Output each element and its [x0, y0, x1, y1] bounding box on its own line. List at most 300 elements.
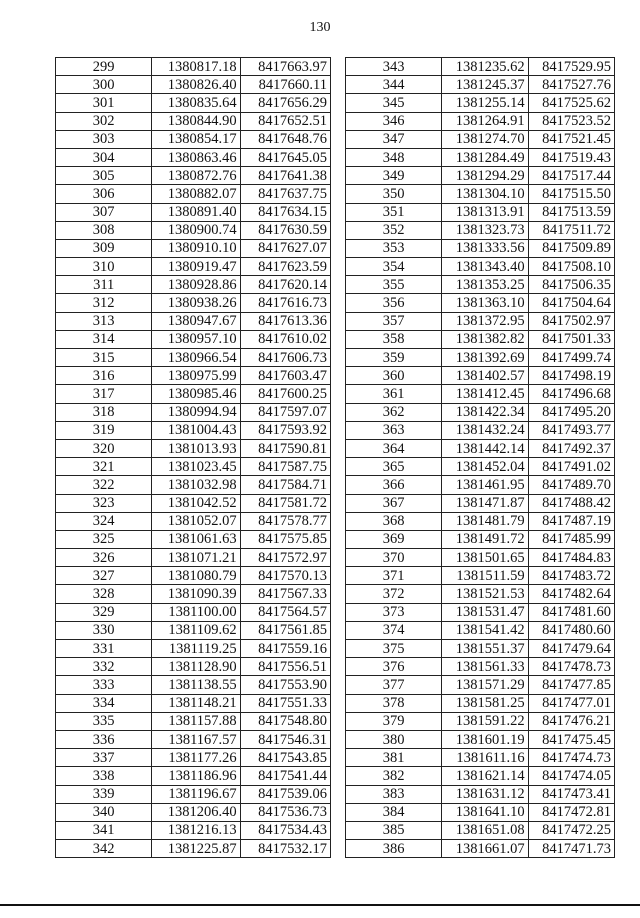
x-coordinate-cell: 1381128.90	[152, 658, 240, 676]
table-row	[346, 221, 615, 239]
point-number-cell: 316	[56, 367, 152, 385]
point-number-cell: 321	[56, 458, 152, 476]
point-number-cell: 358	[346, 330, 442, 348]
x-coordinate-cell: 1381284.49	[442, 148, 528, 166]
point-number-cell: 385	[346, 821, 442, 839]
x-coordinate-cell: 1381491.72	[442, 530, 528, 548]
point-number-cell: 360	[346, 367, 442, 385]
x-coordinate-cell: 1380994.94	[152, 403, 240, 421]
table-row	[56, 276, 331, 294]
x-coordinate-cell: 1381412.45	[442, 385, 528, 403]
x-coordinate-cell: 1381461.95	[442, 476, 528, 494]
table-row	[346, 76, 615, 94]
table-row	[56, 94, 331, 112]
x-coordinate-cell: 1381611.16	[442, 749, 528, 767]
coordinate-table-left	[55, 57, 331, 858]
table-row	[56, 294, 331, 312]
x-coordinate-cell: 1381177.26	[152, 749, 240, 767]
y-coordinate-cell: 8417473.41	[528, 785, 614, 803]
y-coordinate-cell: 8417483.72	[528, 567, 614, 585]
x-coordinate-cell: 1381452.04	[442, 458, 528, 476]
table-row	[56, 476, 331, 494]
table-row	[346, 567, 615, 585]
point-number-cell: 384	[346, 803, 442, 821]
x-coordinate-cell: 1380844.90	[152, 112, 240, 130]
point-number-cell: 386	[346, 840, 442, 858]
point-number-cell: 378	[346, 694, 442, 712]
y-coordinate-cell: 8417578.77	[240, 512, 330, 530]
table-row	[346, 130, 615, 148]
y-coordinate-cell: 8417484.83	[528, 549, 614, 567]
x-coordinate-cell: 1381442.14	[442, 439, 528, 457]
y-coordinate-cell: 8417487.19	[528, 512, 614, 530]
point-number-cell: 308	[56, 221, 152, 239]
x-coordinate-cell: 1380854.17	[152, 130, 240, 148]
y-coordinate-cell: 8417548.80	[240, 712, 330, 730]
point-number-cell: 305	[56, 167, 152, 185]
y-coordinate-cell: 8417597.07	[240, 403, 330, 421]
table-row	[56, 421, 331, 439]
point-number-cell: 324	[56, 512, 152, 530]
x-coordinate-cell: 1381641.10	[442, 803, 528, 821]
table-row	[346, 94, 615, 112]
table-row	[346, 421, 615, 439]
point-number-cell: 361	[346, 385, 442, 403]
x-coordinate-cell: 1380882.07	[152, 185, 240, 203]
point-number-cell: 369	[346, 530, 442, 548]
table-row	[56, 185, 331, 203]
point-number-cell: 355	[346, 276, 442, 294]
point-number-cell: 375	[346, 640, 442, 658]
y-coordinate-cell: 8417493.77	[528, 421, 614, 439]
x-coordinate-cell: 1381661.07	[442, 840, 528, 858]
y-coordinate-cell: 8417564.57	[240, 603, 330, 621]
table-row	[346, 476, 615, 494]
y-coordinate-cell: 8417606.73	[240, 349, 330, 367]
x-coordinate-cell: 1381206.40	[152, 803, 240, 821]
table-row	[56, 239, 331, 257]
point-number-cell: 307	[56, 203, 152, 221]
x-coordinate-cell: 1381471.87	[442, 494, 528, 512]
x-coordinate-cell: 1381511.59	[442, 567, 528, 585]
table-row	[346, 640, 615, 658]
x-coordinate-cell: 1381264.91	[442, 112, 528, 130]
table-row	[56, 130, 331, 148]
point-number-cell: 322	[56, 476, 152, 494]
y-coordinate-cell: 8417539.06	[240, 785, 330, 803]
x-coordinate-cell: 1380817.18	[152, 58, 240, 76]
point-number-cell: 368	[346, 512, 442, 530]
x-coordinate-cell: 1381551.37	[442, 640, 528, 658]
point-number-cell: 364	[346, 439, 442, 457]
point-number-cell: 303	[56, 130, 152, 148]
table-row	[56, 803, 331, 821]
table-row	[56, 549, 331, 567]
y-coordinate-cell: 8417641.38	[240, 167, 330, 185]
y-coordinate-cell: 8417476.21	[528, 712, 614, 730]
point-number-cell: 374	[346, 621, 442, 639]
point-number-cell: 323	[56, 494, 152, 512]
point-number-cell: 330	[56, 621, 152, 639]
table-row	[346, 549, 615, 567]
table-row	[56, 148, 331, 166]
y-coordinate-cell: 8417498.19	[528, 367, 614, 385]
point-number-cell: 319	[56, 421, 152, 439]
x-coordinate-cell: 1381225.87	[152, 840, 240, 858]
table-row	[346, 676, 615, 694]
x-coordinate-cell: 1381353.25	[442, 276, 528, 294]
y-coordinate-cell: 8417559.16	[240, 640, 330, 658]
table-row	[346, 112, 615, 130]
x-coordinate-cell: 1381119.25	[152, 640, 240, 658]
point-number-cell: 333	[56, 676, 152, 694]
point-number-cell: 381	[346, 749, 442, 767]
point-number-cell: 380	[346, 730, 442, 748]
y-coordinate-cell: 8417593.92	[240, 421, 330, 439]
x-coordinate-cell: 1380938.26	[152, 294, 240, 312]
point-number-cell: 313	[56, 312, 152, 330]
table-row	[346, 276, 615, 294]
x-coordinate-cell: 1381531.47	[442, 603, 528, 621]
table-row	[346, 258, 615, 276]
table-row	[346, 694, 615, 712]
y-coordinate-cell: 8417475.45	[528, 730, 614, 748]
y-coordinate-cell: 8417529.95	[528, 58, 614, 76]
y-coordinate-cell: 8417634.15	[240, 203, 330, 221]
y-coordinate-cell: 8417506.35	[528, 276, 614, 294]
y-coordinate-cell: 8417523.52	[528, 112, 614, 130]
x-coordinate-cell: 1381167.57	[152, 730, 240, 748]
x-coordinate-cell: 1381541.42	[442, 621, 528, 639]
x-coordinate-cell: 1381333.56	[442, 239, 528, 257]
table-row	[56, 439, 331, 457]
x-coordinate-cell: 1381186.96	[152, 767, 240, 785]
point-number-cell: 336	[56, 730, 152, 748]
y-coordinate-cell: 8417495.20	[528, 403, 614, 421]
table-row	[346, 385, 615, 403]
table-row	[346, 840, 615, 858]
point-number-cell: 365	[346, 458, 442, 476]
x-coordinate-cell: 1380835.64	[152, 94, 240, 112]
table-row	[346, 185, 615, 203]
x-coordinate-cell: 1381245.37	[442, 76, 528, 94]
point-number-cell: 379	[346, 712, 442, 730]
table-row	[346, 585, 615, 603]
table-row	[346, 312, 615, 330]
y-coordinate-cell: 8417504.64	[528, 294, 614, 312]
point-number-cell: 351	[346, 203, 442, 221]
x-coordinate-cell: 1381216.13	[152, 821, 240, 839]
point-number-cell: 356	[346, 294, 442, 312]
x-coordinate-cell: 1381343.40	[442, 258, 528, 276]
point-number-cell: 331	[56, 640, 152, 658]
y-coordinate-cell: 8417496.68	[528, 385, 614, 403]
x-coordinate-cell: 1380872.76	[152, 167, 240, 185]
point-number-cell: 311	[56, 276, 152, 294]
table-row	[56, 749, 331, 767]
y-coordinate-cell: 8417584.71	[240, 476, 330, 494]
y-coordinate-cell: 8417536.73	[240, 803, 330, 821]
table-row	[346, 621, 615, 639]
y-coordinate-cell: 8417508.10	[528, 258, 614, 276]
point-number-cell: 363	[346, 421, 442, 439]
x-coordinate-cell: 1381571.29	[442, 676, 528, 694]
table-row	[56, 385, 331, 403]
y-coordinate-cell: 8417499.74	[528, 349, 614, 367]
table-row	[56, 58, 331, 76]
point-number-cell: 299	[56, 58, 152, 76]
y-coordinate-cell: 8417474.05	[528, 767, 614, 785]
y-coordinate-cell: 8417489.70	[528, 476, 614, 494]
y-coordinate-cell: 8417610.02	[240, 330, 330, 348]
x-coordinate-cell: 1381631.12	[442, 785, 528, 803]
y-coordinate-cell: 8417527.76	[528, 76, 614, 94]
x-coordinate-cell: 1380900.74	[152, 221, 240, 239]
point-number-cell: 309	[56, 239, 152, 257]
x-coordinate-cell: 1381196.67	[152, 785, 240, 803]
table-row	[56, 712, 331, 730]
point-number-cell: 345	[346, 94, 442, 112]
x-coordinate-cell: 1381013.93	[152, 439, 240, 457]
x-coordinate-cell: 1381313.91	[442, 203, 528, 221]
x-coordinate-cell: 1380863.46	[152, 148, 240, 166]
y-coordinate-cell: 8417491.02	[528, 458, 614, 476]
point-number-cell: 347	[346, 130, 442, 148]
x-coordinate-cell: 1381372.95	[442, 312, 528, 330]
x-coordinate-cell: 1381561.33	[442, 658, 528, 676]
point-number-cell: 328	[56, 585, 152, 603]
table-row	[56, 530, 331, 548]
x-coordinate-cell: 1381080.79	[152, 567, 240, 585]
x-coordinate-cell: 1381294.29	[442, 167, 528, 185]
table-row	[56, 458, 331, 476]
x-coordinate-cell: 1381481.79	[442, 512, 528, 530]
point-number-cell: 339	[56, 785, 152, 803]
table-row	[56, 585, 331, 603]
table-row	[346, 294, 615, 312]
y-coordinate-cell: 8417561.85	[240, 621, 330, 639]
table-row	[346, 767, 615, 785]
point-number-cell: 337	[56, 749, 152, 767]
point-number-cell: 344	[346, 76, 442, 94]
table-row	[346, 512, 615, 530]
x-coordinate-cell: 1380957.10	[152, 330, 240, 348]
y-coordinate-cell: 8417517.44	[528, 167, 614, 185]
y-coordinate-cell: 8417553.90	[240, 676, 330, 694]
point-number-cell: 306	[56, 185, 152, 203]
point-number-cell: 354	[346, 258, 442, 276]
table-row	[56, 330, 331, 348]
y-coordinate-cell: 8417480.60	[528, 621, 614, 639]
point-number-cell: 326	[56, 549, 152, 567]
table-row	[346, 58, 615, 76]
table-row	[56, 312, 331, 330]
table-row	[346, 439, 615, 457]
x-coordinate-cell: 1381090.39	[152, 585, 240, 603]
table-row	[346, 821, 615, 839]
x-coordinate-cell: 1380985.46	[152, 385, 240, 403]
x-coordinate-cell: 1381255.14	[442, 94, 528, 112]
table-row	[56, 785, 331, 803]
table-row	[56, 603, 331, 621]
point-number-cell: 318	[56, 403, 152, 421]
x-coordinate-cell: 1380966.54	[152, 349, 240, 367]
x-coordinate-cell: 1381621.14	[442, 767, 528, 785]
x-coordinate-cell: 1381004.43	[152, 421, 240, 439]
table-row	[346, 167, 615, 185]
point-number-cell: 373	[346, 603, 442, 621]
point-number-cell: 315	[56, 349, 152, 367]
point-number-cell: 312	[56, 294, 152, 312]
table-row	[346, 530, 615, 548]
y-coordinate-cell: 8417477.01	[528, 694, 614, 712]
y-coordinate-cell: 8417656.29	[240, 94, 330, 112]
point-number-cell: 343	[346, 58, 442, 76]
table-row	[56, 658, 331, 676]
x-coordinate-cell: 1381138.55	[152, 676, 240, 694]
table-row	[346, 367, 615, 385]
point-number-cell: 348	[346, 148, 442, 166]
x-coordinate-cell: 1381422.34	[442, 403, 528, 421]
x-coordinate-cell: 1380928.86	[152, 276, 240, 294]
table-row	[56, 403, 331, 421]
point-number-cell: 372	[346, 585, 442, 603]
y-coordinate-cell: 8417488.42	[528, 494, 614, 512]
x-coordinate-cell: 1381382.82	[442, 330, 528, 348]
y-coordinate-cell: 8417620.14	[240, 276, 330, 294]
scan-border-line	[0, 904, 640, 906]
x-coordinate-cell: 1380919.47	[152, 258, 240, 276]
point-number-cell: 357	[346, 312, 442, 330]
y-coordinate-cell: 8417637.75	[240, 185, 330, 203]
y-coordinate-cell: 8417515.50	[528, 185, 614, 203]
table-row	[346, 658, 615, 676]
y-coordinate-cell: 8417501.33	[528, 330, 614, 348]
table-row	[56, 494, 331, 512]
y-coordinate-cell: 8417541.44	[240, 767, 330, 785]
table-row	[346, 148, 615, 166]
x-coordinate-cell: 1381023.45	[152, 458, 240, 476]
table-row	[56, 221, 331, 239]
y-coordinate-cell: 8417603.47	[240, 367, 330, 385]
y-coordinate-cell: 8417478.73	[528, 658, 614, 676]
x-coordinate-cell: 1381304.10	[442, 185, 528, 203]
y-coordinate-cell: 8417616.73	[240, 294, 330, 312]
table-row	[56, 258, 331, 276]
table-row	[346, 239, 615, 257]
coordinate-table-right	[345, 57, 615, 858]
y-coordinate-cell: 8417600.25	[240, 385, 330, 403]
x-coordinate-cell: 1381402.57	[442, 367, 528, 385]
y-coordinate-cell: 8417513.59	[528, 203, 614, 221]
y-coordinate-cell: 8417613.36	[240, 312, 330, 330]
point-number-cell: 352	[346, 221, 442, 239]
y-coordinate-cell: 8417525.62	[528, 94, 614, 112]
y-coordinate-cell: 8417645.05	[240, 148, 330, 166]
point-number-cell: 301	[56, 94, 152, 112]
page-number: 130	[309, 20, 331, 35]
table-row	[56, 203, 331, 221]
point-number-cell: 338	[56, 767, 152, 785]
y-coordinate-cell: 8417521.45	[528, 130, 614, 148]
table-row	[346, 458, 615, 476]
point-number-cell: 314	[56, 330, 152, 348]
table-row	[56, 694, 331, 712]
table-row	[346, 203, 615, 221]
point-number-cell: 302	[56, 112, 152, 130]
x-coordinate-cell: 1380947.67	[152, 312, 240, 330]
point-number-cell: 335	[56, 712, 152, 730]
y-coordinate-cell: 8417652.51	[240, 112, 330, 130]
y-coordinate-cell: 8417663.97	[240, 58, 330, 76]
point-number-cell: 371	[346, 567, 442, 585]
y-coordinate-cell: 8417660.11	[240, 76, 330, 94]
x-coordinate-cell: 1381042.52	[152, 494, 240, 512]
x-coordinate-cell: 1381274.70	[442, 130, 528, 148]
table-row	[56, 367, 331, 385]
table-row	[56, 112, 331, 130]
y-coordinate-cell: 8417581.72	[240, 494, 330, 512]
y-coordinate-cell: 8417567.33	[240, 585, 330, 603]
y-coordinate-cell: 8417587.75	[240, 458, 330, 476]
table-row	[56, 512, 331, 530]
point-number-cell: 334	[56, 694, 152, 712]
y-coordinate-cell: 8417556.51	[240, 658, 330, 676]
point-number-cell: 327	[56, 567, 152, 585]
point-number-cell: 346	[346, 112, 442, 130]
x-coordinate-cell: 1380891.40	[152, 203, 240, 221]
y-coordinate-cell: 8417627.07	[240, 239, 330, 257]
point-number-cell: 376	[346, 658, 442, 676]
x-coordinate-cell: 1381392.69	[442, 349, 528, 367]
point-number-cell: 341	[56, 821, 152, 839]
point-number-cell: 349	[346, 167, 442, 185]
point-number-cell: 340	[56, 803, 152, 821]
y-coordinate-cell: 8417543.85	[240, 749, 330, 767]
x-coordinate-cell: 1381032.98	[152, 476, 240, 494]
point-number-cell: 366	[346, 476, 442, 494]
y-coordinate-cell: 8417546.31	[240, 730, 330, 748]
point-number-cell: 382	[346, 767, 442, 785]
table-row	[56, 821, 331, 839]
point-number-cell: 332	[56, 658, 152, 676]
x-coordinate-cell: 1381235.62	[442, 58, 528, 76]
y-coordinate-cell: 8417482.64	[528, 585, 614, 603]
y-coordinate-cell: 8417532.17	[240, 840, 330, 858]
table-row	[56, 676, 331, 694]
y-coordinate-cell: 8417572.97	[240, 549, 330, 567]
x-coordinate-cell: 1381100.00	[152, 603, 240, 621]
x-coordinate-cell: 1381601.19	[442, 730, 528, 748]
table-row	[56, 730, 331, 748]
point-number-cell: 350	[346, 185, 442, 203]
y-coordinate-cell: 8417502.97	[528, 312, 614, 330]
x-coordinate-cell: 1381363.10	[442, 294, 528, 312]
x-coordinate-cell: 1380975.99	[152, 367, 240, 385]
table-row	[56, 840, 331, 858]
y-coordinate-cell: 8417485.99	[528, 530, 614, 548]
point-number-cell: 304	[56, 148, 152, 166]
y-coordinate-cell: 8417534.43	[240, 821, 330, 839]
x-coordinate-cell: 1381148.21	[152, 694, 240, 712]
point-number-cell: 300	[56, 76, 152, 94]
y-coordinate-cell: 8417509.89	[528, 239, 614, 257]
table-row	[346, 712, 615, 730]
table-row	[56, 76, 331, 94]
y-coordinate-cell: 8417551.33	[240, 694, 330, 712]
x-coordinate-cell: 1381591.22	[442, 712, 528, 730]
y-coordinate-cell: 8417570.13	[240, 567, 330, 585]
